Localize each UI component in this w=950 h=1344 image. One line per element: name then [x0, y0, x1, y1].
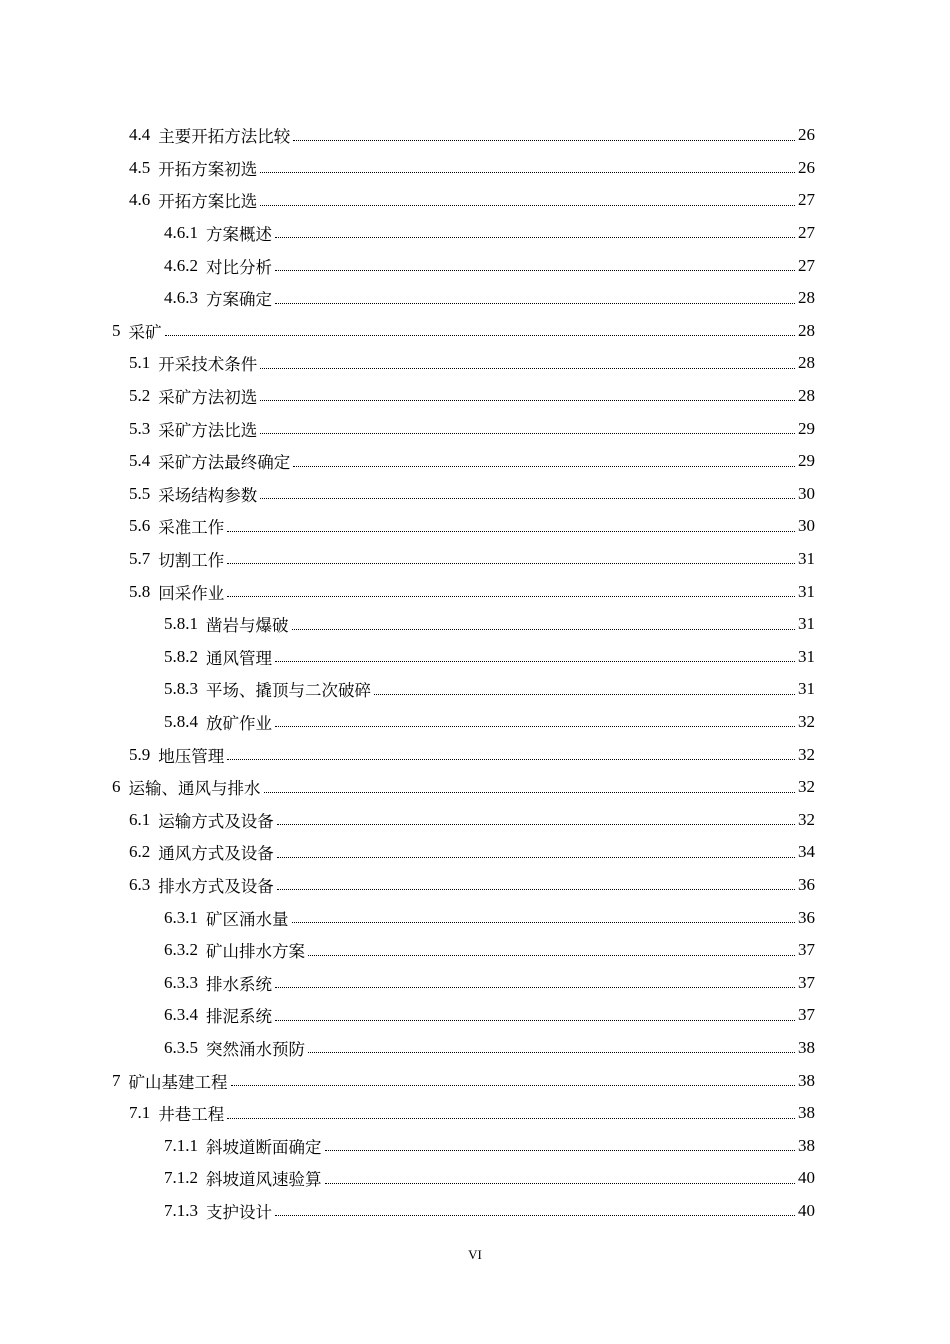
toc-entry[interactable] — [129, 478, 815, 511]
toc-entry-title: 矿山基建工程 — [128, 1072, 228, 1092]
toc-entry[interactable] — [129, 804, 815, 837]
toc-entry-page: 40 — [798, 1201, 815, 1221]
toc-entry-page: 32 — [798, 809, 815, 829]
toc-entry[interactable] — [164, 1130, 815, 1163]
toc-entry-page: 28 — [798, 320, 815, 340]
toc-entry-title: 采矿方法初选 — [158, 388, 258, 408]
toc-entry[interactable] — [164, 706, 815, 739]
toc-entry-number: 6.1 — [129, 809, 151, 829]
toc-entry-page: 31 — [798, 581, 815, 601]
toc-dot-leader — [260, 432, 795, 434]
toc-entry-number: 5.4 — [129, 451, 151, 471]
toc-entry-page: 32 — [798, 744, 815, 764]
toc-entry-title: 方案概述 — [206, 225, 272, 245]
toc-entry-number: 4.6.2 — [164, 255, 198, 275]
toc-entry-title: 放矿作业 — [206, 714, 272, 734]
toc-entry-number: 4.6.1 — [164, 223, 198, 243]
toc-entry-number: 4.6 — [129, 190, 151, 210]
toc-entry-number: 7 — [112, 1070, 121, 1090]
toc-entry[interactable] — [112, 315, 815, 348]
toc-entry[interactable] — [129, 738, 815, 771]
page-number-footer: VI — [468, 1247, 482, 1262]
toc-entry[interactable] — [164, 249, 815, 282]
toc-entry[interactable] — [129, 347, 815, 380]
toc-dot-leader — [308, 1051, 795, 1053]
toc-dot-leader — [260, 171, 795, 173]
toc-dot-leader — [227, 758, 795, 760]
toc-entry[interactable] — [164, 608, 815, 641]
toc-entry[interactable] — [164, 934, 815, 967]
toc-entry-title: 凿岩与爆破 — [206, 616, 289, 636]
toc-entry[interactable] — [129, 510, 815, 543]
toc-dot-leader — [264, 791, 796, 793]
toc-entry[interactable] — [129, 1097, 815, 1130]
toc-entry-page: 31 — [798, 646, 815, 666]
toc-dot-leader — [277, 856, 795, 858]
toc-dot-leader — [277, 823, 795, 825]
toc-dot-leader — [275, 236, 795, 238]
toc-entry[interactable] — [112, 1064, 815, 1097]
toc-entry-page: 34 — [798, 842, 815, 862]
toc-entry-number: 5.8.3 — [164, 679, 198, 699]
toc-entry-page: 28 — [798, 353, 815, 373]
toc-entry-number: 5 — [112, 320, 121, 340]
toc-dot-leader — [292, 921, 796, 923]
toc-entry-number: 5.3 — [129, 418, 151, 438]
toc-dot-leader — [275, 725, 795, 727]
toc-dot-leader — [308, 954, 795, 956]
toc-entry-title: 主要开拓方法比较 — [158, 127, 291, 147]
toc-entry-number: 7.1.3 — [164, 1201, 198, 1221]
toc-entry-number: 4.4 — [129, 125, 151, 145]
toc-entry-number: 7.1.2 — [164, 1168, 198, 1188]
toc-entry[interactable] — [164, 999, 815, 1032]
toc-entry[interactable] — [164, 217, 815, 250]
toc-entry-title: 开拓方案初选 — [158, 159, 258, 179]
toc-entry-page: 26 — [798, 125, 815, 145]
toc-entry-page: 30 — [798, 483, 815, 503]
toc-dot-leader — [227, 530, 795, 532]
toc-entry[interactable] — [129, 184, 815, 217]
toc-entry[interactable] — [164, 1195, 815, 1228]
toc-entry-number: 7.1.1 — [164, 1135, 198, 1155]
toc-entry-title: 斜坡道断面确定 — [206, 1137, 322, 1157]
toc-entry-page: 27 — [798, 255, 815, 275]
toc-entry-title: 斜坡道风速验算 — [206, 1170, 322, 1190]
toc-entry-page: 31 — [798, 679, 815, 699]
toc-entry-number: 5.6 — [129, 516, 151, 536]
toc-dot-leader — [275, 302, 795, 304]
toc-entry-page: 28 — [798, 386, 815, 406]
toc-entry-title: 开采技术条件 — [158, 355, 258, 375]
toc-entry-page: 28 — [798, 288, 815, 308]
toc-entry[interactable] — [164, 1162, 815, 1195]
toc-entry-page: 38 — [798, 1103, 815, 1123]
toc-entry-page: 37 — [798, 1005, 815, 1025]
toc-entry-number: 5.8.4 — [164, 712, 198, 732]
toc-entry-title: 对比分析 — [206, 257, 272, 277]
toc-entry-number: 5.8.1 — [164, 614, 198, 634]
toc-entry-page: 29 — [798, 418, 815, 438]
toc-entry[interactable] — [164, 901, 815, 934]
toc-entry[interactable] — [164, 1032, 815, 1065]
toc-entry-title: 突然涌水预防 — [206, 1040, 305, 1060]
toc-dot-leader — [325, 1182, 796, 1184]
toc-entry[interactable] — [129, 869, 815, 902]
toc-entry-title: 通风管理 — [206, 648, 272, 668]
toc-entry-page: 36 — [798, 907, 815, 927]
toc-entry-number: 5.8.2 — [164, 646, 198, 666]
toc-dot-leader — [275, 986, 795, 988]
toc-entry-title: 采场结构参数 — [158, 485, 258, 505]
toc-entry[interactable] — [129, 836, 815, 869]
toc-entry-page: 32 — [798, 777, 815, 797]
toc-entry-title: 运输方式及设备 — [158, 811, 274, 831]
toc-entry[interactable] — [164, 282, 815, 315]
toc-dot-leader — [275, 1019, 795, 1021]
toc-dot-leader — [260, 497, 795, 499]
toc-entry-title: 排水方式及设备 — [158, 877, 274, 897]
toc-entry[interactable] — [129, 575, 815, 608]
toc-entry[interactable] — [164, 967, 815, 1000]
toc-dot-leader — [275, 1214, 795, 1216]
toc-dot-leader — [165, 334, 796, 336]
toc-entry-page: 29 — [798, 451, 815, 471]
toc-entry-page: 38 — [798, 1038, 815, 1058]
toc-entry[interactable] — [164, 641, 815, 674]
toc-dot-leader — [374, 693, 795, 695]
toc-entry-number: 4.6.3 — [164, 288, 198, 308]
toc-entry-number: 5.7 — [129, 549, 151, 569]
toc-entry-number: 6.3.5 — [164, 1038, 198, 1058]
toc-entry-number: 5.8 — [129, 581, 151, 601]
toc-entry-number: 6.3.4 — [164, 1005, 198, 1025]
toc-entry-title: 通风方式及设备 — [158, 844, 274, 864]
toc-entry-page: 40 — [798, 1168, 815, 1188]
toc-entry[interactable] — [129, 152, 815, 185]
toc-dot-leader — [292, 628, 796, 630]
toc-entry-number: 5.2 — [129, 386, 151, 406]
toc-entry-title: 采准工作 — [158, 518, 225, 538]
toc-entry-title: 排泥系统 — [206, 1007, 272, 1027]
toc-entry[interactable] — [164, 673, 815, 706]
toc-entry-number: 5.1 — [129, 353, 151, 373]
toc-entry-number: 6 — [112, 777, 121, 797]
toc-entry-page: 27 — [798, 190, 815, 210]
toc-entry-title: 平场、撬顶与二次破碎 — [206, 681, 371, 701]
toc-entry-page: 37 — [798, 972, 815, 992]
toc-dot-leader — [227, 1117, 795, 1119]
toc-dot-leader — [293, 465, 795, 467]
toc-dot-leader — [275, 269, 795, 271]
toc-entry-title: 采矿方法最终确定 — [158, 453, 291, 473]
toc-entry-title: 矿山排水方案 — [206, 942, 305, 962]
toc-entry[interactable] — [129, 412, 815, 445]
toc-entry-title: 地压管理 — [158, 746, 225, 766]
toc-dot-leader — [260, 367, 795, 369]
toc-dot-leader — [227, 595, 795, 597]
toc-entry-title: 切割工作 — [158, 551, 225, 571]
toc-entry[interactable] — [129, 119, 815, 152]
toc-entry[interactable] — [129, 543, 815, 576]
toc-dot-leader — [277, 888, 795, 890]
toc-entry-number: 6.3 — [129, 875, 151, 895]
toc-entry-number: 4.5 — [129, 157, 151, 177]
toc-entry-page: 26 — [798, 157, 815, 177]
toc-dot-leader — [260, 399, 795, 401]
toc-dot-leader — [227, 562, 795, 564]
toc-entry-title: 开拓方案比选 — [158, 192, 258, 212]
toc-entry-page: 27 — [798, 223, 815, 243]
toc-dot-leader — [231, 1084, 796, 1086]
toc-entry[interactable] — [129, 380, 815, 413]
toc-entry-title: 方案确定 — [206, 290, 272, 310]
toc-entry-title: 运输、通风与排水 — [128, 779, 261, 799]
toc-entry-title: 采矿方法比选 — [158, 420, 258, 440]
toc-entry-number: 7.1 — [129, 1103, 151, 1123]
toc-entry-page: 38 — [798, 1135, 815, 1155]
toc-dot-leader — [260, 204, 795, 206]
toc-entry-page: 31 — [798, 549, 815, 569]
toc-entry-page: 36 — [798, 875, 815, 895]
toc-entry-title: 矿区涌水量 — [206, 909, 289, 929]
toc-entry-page: 37 — [798, 940, 815, 960]
toc-entry-title: 回采作业 — [158, 583, 225, 603]
toc-entry-page: 38 — [798, 1070, 815, 1090]
toc-entry-number: 5.9 — [129, 744, 151, 764]
toc-entry[interactable] — [112, 771, 815, 804]
toc-entry-number: 5.5 — [129, 483, 151, 503]
toc-entry-page: 31 — [798, 614, 815, 634]
toc-entry-number: 6.3.3 — [164, 972, 198, 992]
toc-entry-number: 6.2 — [129, 842, 151, 862]
toc-entry-title: 井巷工程 — [158, 1105, 225, 1125]
toc-dot-leader — [275, 660, 795, 662]
toc-entry-number: 6.3.1 — [164, 907, 198, 927]
toc-entry-title: 支护设计 — [206, 1203, 272, 1223]
toc-dot-leader — [325, 1149, 796, 1151]
toc-entry-title: 采矿 — [128, 322, 162, 342]
toc-entry-page: 32 — [798, 712, 815, 732]
toc-entry[interactable] — [129, 445, 815, 478]
toc-entry-page: 30 — [798, 516, 815, 536]
toc-entry-title: 排水系统 — [206, 974, 272, 994]
toc-entry-number: 6.3.2 — [164, 940, 198, 960]
toc-dot-leader — [293, 139, 795, 141]
